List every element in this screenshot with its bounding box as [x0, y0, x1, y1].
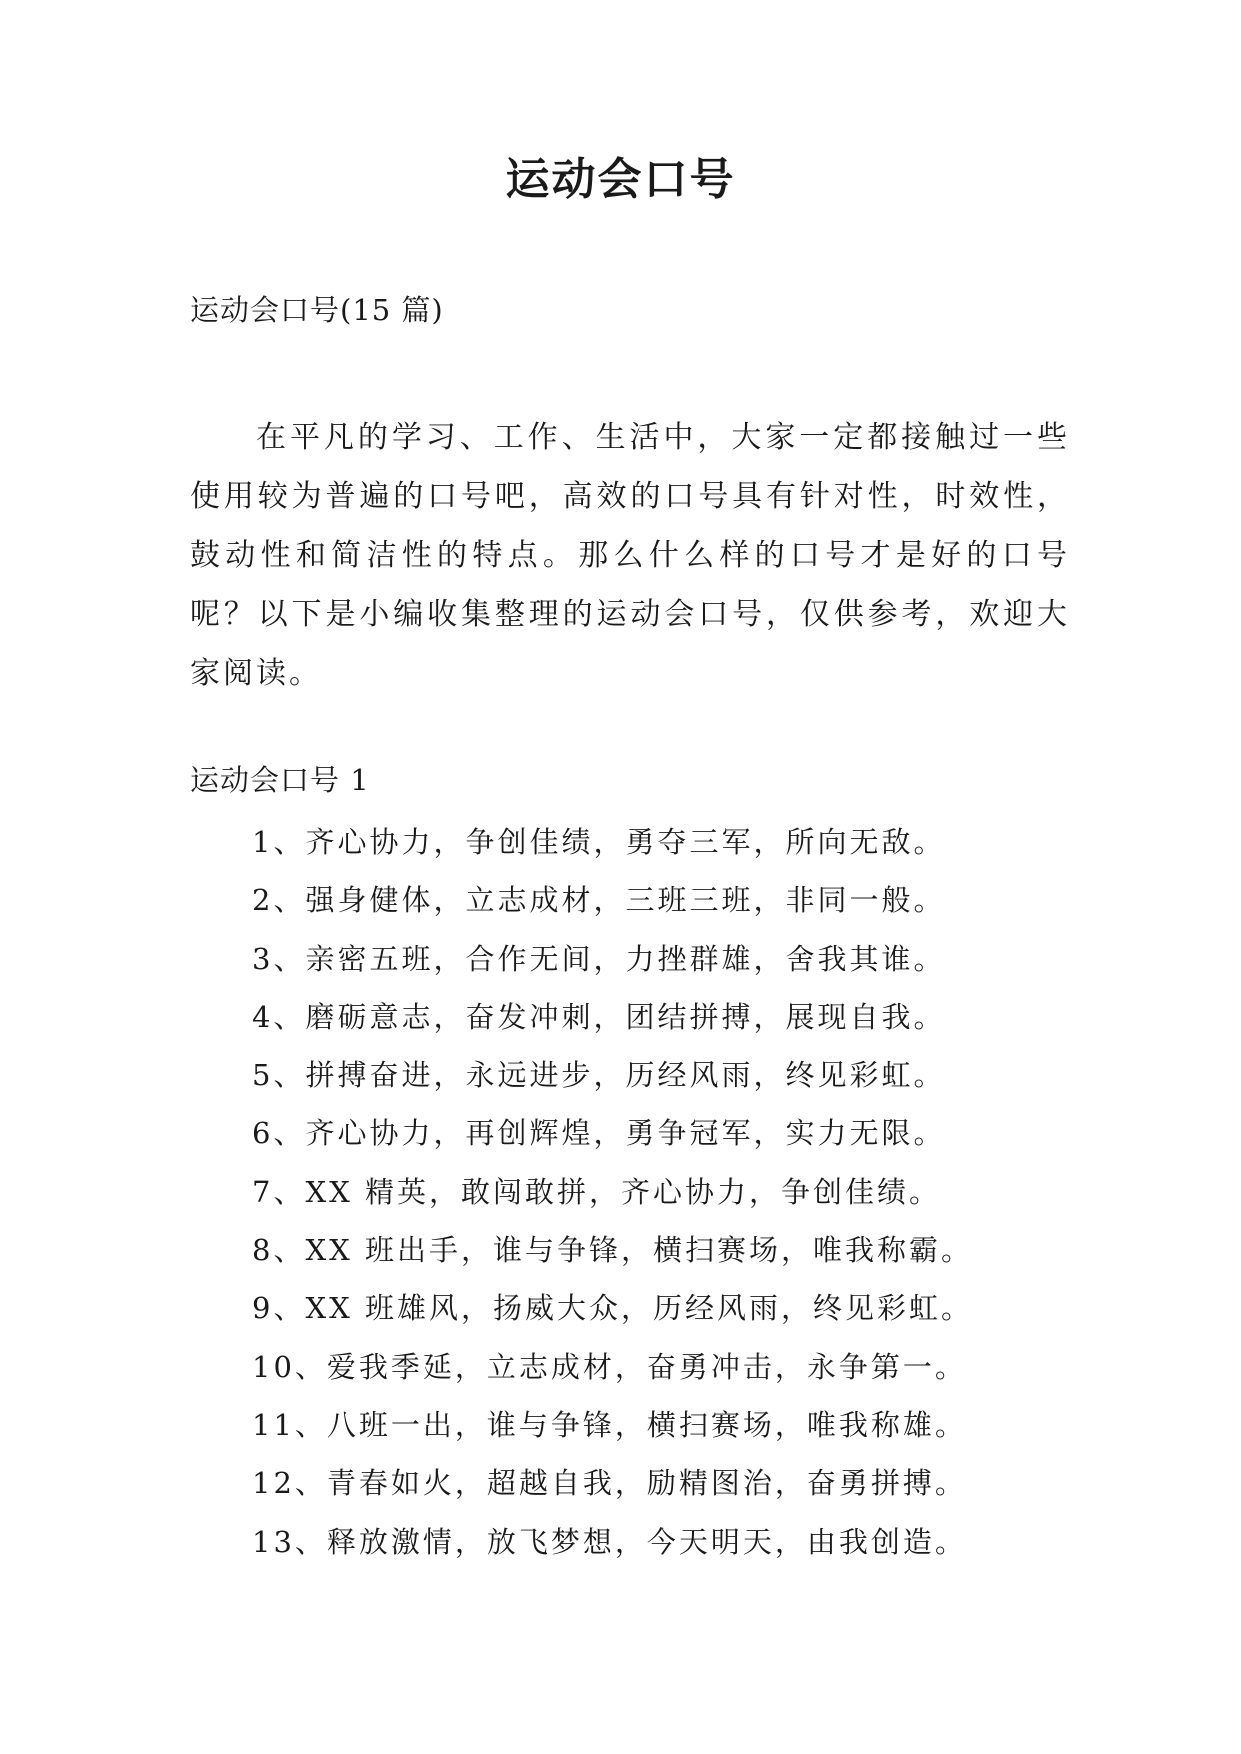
- slogan-item: 1、齐心协力，争创佳绩，勇夺三军，所向无敌。: [252, 825, 946, 859]
- slogan-item: 4、磨砺意志，奋发冲刺，团结拼搏，展现自我。: [252, 999, 946, 1034]
- slogan-item: 10、爱我季延，立志成材，奋勇冲击，永争第一。: [252, 1349, 967, 1384]
- slogan-item: 13、释放激情，放飞梦想，今天明天，由我创造。: [252, 1524, 967, 1559]
- slogan-item: 3、亲密五班，合作无间，力挫群雄，舍我其谁。: [252, 941, 946, 976]
- slogan-list: [252, 813, 973, 1571]
- slogan-item: 6、齐心协力，再创辉煌，勇争冠军，实力无限。: [252, 1116, 946, 1151]
- intro-paragraph: 在平凡的学习、工作、生活中，大家一定都接触过一些使用较为普遍的口号吧，高效的口号具有针对性，时效性，鼓动性和简洁性的特点。那么什么样的口号才是好的口号呢？以下是小编收集整理的运动会口号，仅供参考，欢迎大家阅读。: [190, 420, 1070, 691]
- section-heading: 运动会口号 1: [190, 763, 370, 797]
- slogan-item: 7、XX 精英，敢闯敢拼，齐心协力，争创佳绩。: [252, 1174, 941, 1209]
- slogan-item: 9、XX 班雄风，扬威大众，历经风雨，终见彩虹。: [252, 1291, 973, 1326]
- slogan-item: 8、XX 班出手，谁与争锋，横扫赛场，唯我称霸。: [252, 1233, 973, 1268]
- slogan-item: 5、拼搏奋进，永远进步，历经风雨，终见彩虹。: [252, 1058, 946, 1093]
- document-title: 运动会口号: [505, 154, 736, 205]
- slogan-item: 12、青春如火，超越自我，励精图治，奋勇拼搏。: [252, 1466, 967, 1501]
- slogan-item: 11、八班一出，谁与争锋，横扫赛场，唯我称雄。: [252, 1407, 967, 1442]
- slogan-item: 2、强身健体，立志成材，三班三班，非同一般。: [252, 883, 946, 918]
- document-subtitle: 运动会口号(15 篇): [190, 293, 444, 327]
